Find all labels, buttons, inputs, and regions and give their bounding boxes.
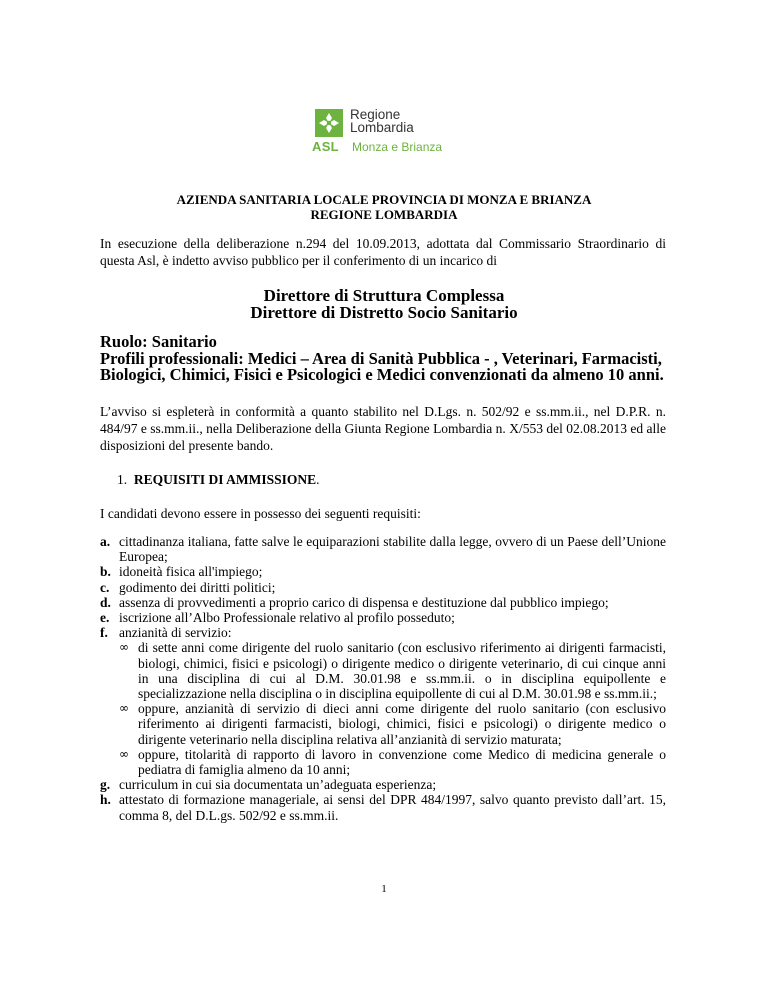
regione-lombardia-emblem-icon bbox=[315, 109, 343, 137]
sub-list-item bbox=[119, 640, 666, 701]
section-title-period: . bbox=[316, 472, 320, 487]
intro-paragraph: In esecuzione della deliberazione n.294 del 10.09.2013, adottata dal Commissario Straordinario di questa Asl, è indetto avviso pubblico per il conferimento di un incarico di bbox=[100, 236, 666, 268]
logo-region-name bbox=[350, 108, 414, 134]
section-title: REQUISITI DI AMMISSIONE bbox=[133, 472, 317, 487]
list-item-text: godimento dei diritti politici; bbox=[119, 579, 276, 595]
list-item bbox=[100, 610, 666, 625]
page-number: 1 bbox=[381, 883, 387, 895]
position-title-line2: Direttore di Distretto Socio Sanitario bbox=[250, 303, 518, 322]
list-item-text: attestato di formazione manageriale, ai sensi del DPR 484/1997, salvo quanto previsto dall’art. 15, comma 8, del D.L.gs. 502/92 e ss.mm.ii. bbox=[119, 792, 666, 823]
ruolo-line1: Ruolo: Sanitario bbox=[100, 332, 217, 351]
sub-list-item bbox=[119, 701, 666, 747]
list-item-text: iscrizione all’Albo Professionale relativo al profilo posseduto; bbox=[119, 610, 455, 626]
list-item-text: idoneità fisica all'impiego; bbox=[119, 564, 263, 580]
list-item-label: g. bbox=[100, 777, 111, 793]
position-title-line1: Direttore di Struttura Complessa bbox=[263, 286, 505, 305]
agency-header bbox=[0, 192, 768, 222]
infinity-bullet-icon: ∞ bbox=[119, 746, 129, 761]
list-item bbox=[100, 625, 666, 777]
agency-header-line1: AZIENDA SANITARIA LOCALE PROVINCIA DI MONZA E BRIANZA bbox=[176, 192, 592, 207]
requisiti-intro: I candidati devono essere in possesso dei seguenti requisiti: bbox=[100, 506, 421, 521]
list-item bbox=[100, 595, 666, 610]
infinity-bullet-icon: ∞ bbox=[119, 701, 129, 716]
sub-list-item-text: oppure, titolarità di rapporto di lavoro in convenzione come Medico di medicina generale o pediatra di famiglia almeno da 10 anni; bbox=[138, 746, 666, 778]
list-item-label: e. bbox=[100, 610, 110, 626]
list-item-text: assenza di provvedimenti a proprio carico di dispensa e destituzione dal pubblico impiego; bbox=[119, 594, 609, 610]
agency-header-line2: REGIONE LOMBARDIA bbox=[310, 207, 458, 222]
sub-list-item bbox=[119, 747, 666, 777]
list-item-label: d. bbox=[100, 594, 111, 610]
list-item-label: h. bbox=[100, 792, 111, 808]
infinity-bullet-icon: ∞ bbox=[119, 640, 129, 655]
list-item bbox=[100, 792, 666, 822]
sub-list-item-text: di sette anni come dirigente del ruolo sanitario (con esclusivo riferimento ai dirigenti farmacisti, biologi, chimici, fisici e psicologi) o dirigente medico o dirigente veterinario, di cui cinque anni in una disciplina di cui al D.M. 30.01.98 e ss.mm.ii. o in disciplina equipollente e specializzazione nella disciplina o in disciplina equipollente di cui al D.M. 30.01.98 e ss.mm.ii.; bbox=[138, 640, 666, 702]
list-item bbox=[100, 580, 666, 595]
requisiti-list bbox=[100, 534, 666, 823]
sub-list-item-text: oppure, anzianità di servizio di dieci anni come dirigente del ruolo sanitario (con esclusivo riferimento ai dirigenti farmacisti, biologi, chimici, fisici e psicologi) o dirigente medico o dirigente veterinario nella disciplina relativa all’anzianità di servizio maturata; bbox=[138, 701, 666, 747]
list-item bbox=[100, 534, 666, 564]
ruolo-line2: Profili professionali: Medici – Area di Sanità Pubblica - , Veterinari, Farmacisti, bbox=[100, 348, 662, 368]
logo-asl: ASL bbox=[312, 139, 339, 154]
section-number: 1. bbox=[117, 472, 128, 487]
avviso-paragraph: L’avviso si espleterà in conformità a quanto stabilito nel D.Lgs. n. 502/92 e ss.mm.ii., nel D.P.R. n. 484/97 e ss.mm.ii., nella Deliberazione della Giunta Regione Lombardia n. X/553 del 02.08.2013 ed alle disposizioni del presente bando. bbox=[100, 404, 666, 453]
list-item-text: anzianità di servizio: bbox=[119, 625, 232, 641]
ruolo-line3: Biologici, Chimici, Fisici e Psicologici e Medici convenzionati da almeno 10 anni. bbox=[100, 365, 664, 384]
list-item-label: a. bbox=[100, 534, 111, 549]
logo-name-line1: Regione bbox=[350, 107, 401, 122]
section-heading bbox=[117, 472, 320, 488]
logo-name-line2: Lombardia bbox=[350, 120, 414, 135]
regione-lombardia-logo bbox=[312, 106, 482, 158]
ruolo-block bbox=[100, 334, 700, 384]
list-item-label: b. bbox=[100, 564, 111, 580]
list-item-text: curriculum in cui sia documentata un’adeguata esperienza; bbox=[119, 777, 437, 793]
logo-area: Monza e Brianza bbox=[352, 140, 443, 154]
list-item bbox=[100, 564, 666, 579]
list-item bbox=[100, 777, 666, 792]
list-item-text: cittadinanza italiana, fatte salve le equiparazioni stabilite dalla legge, ovvero di un Paese dell’Unione Europea; bbox=[119, 534, 666, 565]
list-item-label: c. bbox=[100, 579, 110, 595]
position-title bbox=[0, 287, 768, 321]
list-item-label: f. bbox=[100, 625, 108, 641]
